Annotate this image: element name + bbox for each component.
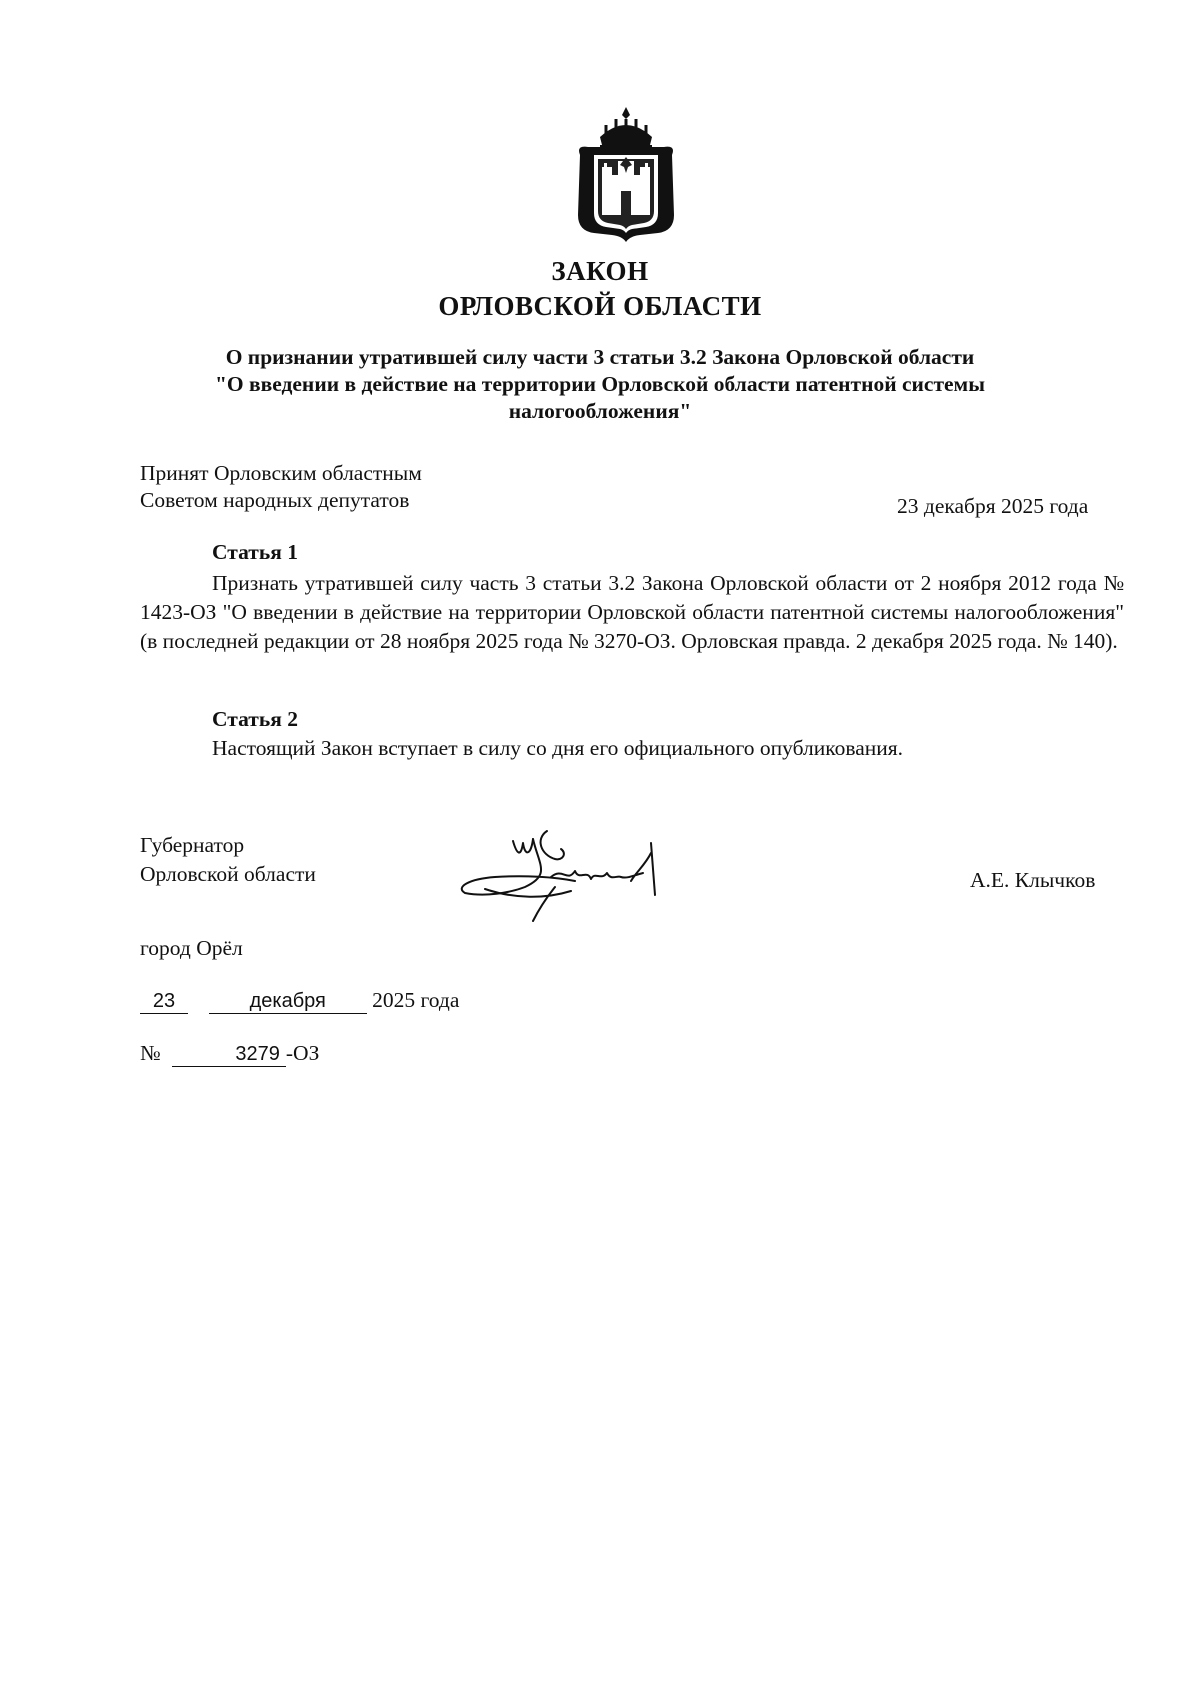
signing-month: декабря [209,989,367,1014]
article-1-heading: Статья 1 [212,540,298,564]
law-subtitle-line-3: налогообложения" [508,399,692,423]
number-sign: № [140,1041,161,1065]
law-title: ЗАКОН [551,256,649,286]
article-2-text: Настоящий Закон вступает в силу со дня его официального опубликования. [212,736,904,760]
signing-date-line [140,988,459,1014]
governor-name: А.Е. Клычков [970,868,1096,892]
governor-position-line-2: Орловской области [140,862,316,886]
governor-position-line-1: Губернатор [140,833,245,857]
city-label: город Орёл [140,936,243,960]
law-subtitle-line-2: "О введении в действие на территории Орловской области патентной системы [215,372,985,396]
signing-day: 23 [140,989,188,1014]
law-subtitle-line-1: О признании утратившей силу части 3 статьи 3.2 Закона Орловской области [225,345,975,369]
adoption-line-1: Принят Орловским областным [140,461,422,485]
law-number: 3279 [172,1042,286,1067]
adoption-line-2: Советом народных депутатов [140,488,410,512]
law-number-suffix: -ОЗ [285,1041,320,1065]
law-region: ОРЛОВСКОЙ ОБЛАСТИ [438,291,762,321]
signing-year: 2025 года [372,988,460,1012]
handwritten-signature [455,825,670,935]
adoption-date: 23 декабря 2025 года [897,494,1089,518]
law-number-line [140,1041,319,1067]
coat-of-arms-icon [570,105,682,243]
article-2-heading: Статья 2 [212,707,298,731]
article-1-text: Признать утратившей силу часть 3 статьи 3.2 Закона Орловской области от 2 ноября 2012 года № 1423-ОЗ "О введении в действие на территории Орловской области патентной системы налогообложения" (в последней редакции от 28 ноября 2025 года № 3270-ОЗ. Орловская правда. 2 декабря 2025 года. № 140). [140,571,1124,653]
